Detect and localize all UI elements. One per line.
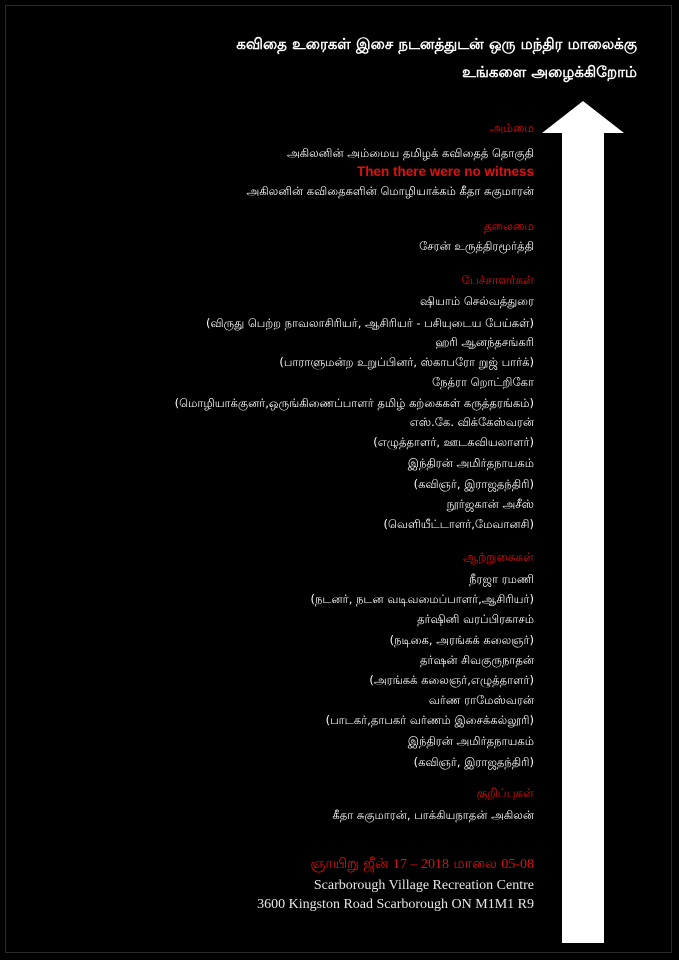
header-line-1: கவிதை உரைகள் இசை நடனத்துடன் ஒரு மந்திர மாலைக்கு bbox=[236, 35, 637, 53]
header-line-2: உங்களை அழைக்கிறோம் bbox=[462, 63, 637, 81]
speaker-role: (எழுத்தாளர், ஊடகவியலாளர்) bbox=[373, 435, 534, 449]
performer-name: தர்ஷினி வரப்பிரகாசம் bbox=[417, 612, 534, 626]
speaker-role: (பாராளுமன்ற உறுப்பினர், ஸ்காபரோ றுஜ் பார்க்) bbox=[279, 355, 534, 369]
performer-name: தர்ஷன் சிவகுருநாதன் bbox=[419, 653, 534, 667]
performer-role: (நடனர், நடன வடிவமைப்பாளர்,ஆசிரியர்) bbox=[310, 592, 534, 606]
speaker-name: எஸ்.கே. விக்கேஸ்வரன் bbox=[409, 415, 534, 429]
event-address: 3600 Kingston Road Scarborough ON M1M1 R9 bbox=[257, 897, 534, 912]
performer-role: (பாடகர்,தாபகர் வர்ணம் இசைக்கல்லூரி) bbox=[325, 713, 534, 727]
performer-name: நீரஜா ரமணி bbox=[469, 572, 534, 586]
english-title: Then there were no witness bbox=[356, 164, 534, 179]
speaker-role: (கவிஞர், இராஜதந்திரி) bbox=[413, 477, 534, 491]
performer-role: (அரங்கக் கலைஞர்,எழுத்தாளர்) bbox=[369, 673, 534, 687]
event-time: 05-08 bbox=[501, 857, 534, 872]
event-venue: Scarborough Village Recreation Centre bbox=[313, 878, 534, 893]
performer-name: வர்ண ராமேஸ்வரன் bbox=[428, 693, 534, 707]
speaker-role: (விருது பெற்ற நாவலாசிரியர், ஆசிரியர் - பசியுடைய பேய்கள்) bbox=[205, 316, 534, 330]
chair-name: சேரன் உருத்திரமூர்த்தி bbox=[419, 239, 534, 253]
event-datetime bbox=[0, 856, 534, 874]
event-date: 17 – 2018 bbox=[392, 857, 449, 872]
up-arrow-icon bbox=[540, 93, 630, 953]
speaker-name: நூர்ஜகான் அசீஸ் bbox=[446, 497, 534, 511]
chair-heading: தலைமை bbox=[483, 219, 534, 233]
speaker-name: நேத்ரா றொட்றிகோ bbox=[431, 375, 534, 389]
release-line-2: அகிலனின் கவிதைகளின் மொழியாக்கம் கீதா சுகுமாரன் bbox=[246, 184, 534, 198]
speakers-heading: பேச்சாளர்கள் bbox=[461, 273, 534, 287]
speaker-name: இந்திரன் அமிர்தநாயகம் bbox=[407, 456, 534, 470]
performer-role: (நடிகை, அரங்கக் கலைஞர்) bbox=[389, 633, 534, 647]
speaker-role: (மொழியாக்குனர்,ஒருங்கிணைப்பாளர் தமிழ் கற்கைகள் கருத்தரங்கம்) bbox=[174, 396, 534, 410]
performer-name: இந்திரன் அமிர்தநாயகம் bbox=[407, 734, 534, 748]
notes-text: கீதா சுகுமாரன், பாக்கியநாதன் அகிலன் bbox=[332, 808, 534, 822]
event-day: ஞாயிறு ஜீன் bbox=[310, 856, 389, 872]
speaker-name: ஹரி ஆனந்தசங்கரி bbox=[435, 335, 534, 349]
release-heading: அம்மை bbox=[489, 121, 534, 135]
performer-role: (கவிஞர், இராஜதந்திரி) bbox=[413, 755, 534, 769]
performances-heading: ஆற்றுகைகள் bbox=[463, 550, 534, 564]
notes-heading: குறிப்புகள் bbox=[476, 786, 534, 800]
speaker-name: ஷியாம் செல்வத்துரை bbox=[420, 294, 534, 308]
release-line-1: அகிலனின் அம்மைய தமிழக் கவிதைத் தொகுதி bbox=[286, 146, 534, 160]
speaker-role: (வெளியீட்டாளர்,மேவானசி) bbox=[383, 517, 534, 531]
event-time-label: மாலை bbox=[453, 856, 497, 872]
